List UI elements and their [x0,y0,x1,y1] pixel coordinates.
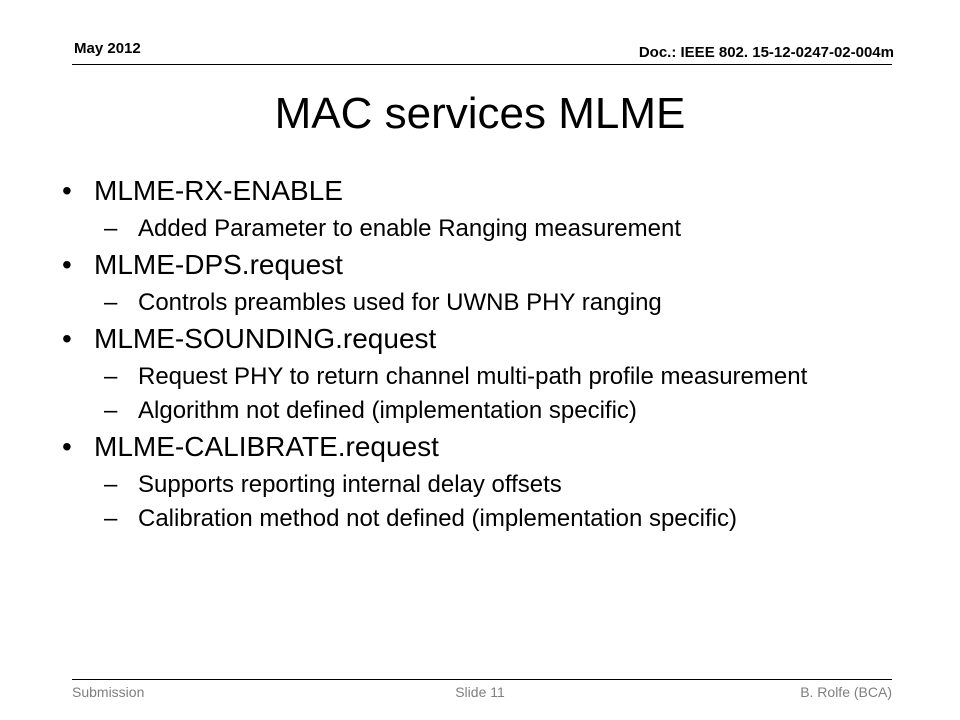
bullet-text: MLME-RX-ENABLE [94,175,343,206]
header-divider [72,64,892,65]
dash-icon: – [104,505,118,532]
dash-icon: – [104,215,118,242]
sub-bullet-item [56,290,906,316]
sub-bullet-text: Supports reporting internal delay offsets [138,471,562,498]
bullet-item [56,248,906,282]
bullet-text: MLME-SOUNDING.request [94,323,437,354]
footer-submission: Submission [72,684,145,700]
bullet-item [56,430,906,464]
bullet-item [56,174,906,208]
dash-icon: – [104,397,118,424]
bullet-text: MLME-CALIBRATE.request [94,431,439,462]
sub-bullet-text: Added Parameter to enable Ranging measurement [138,215,681,242]
slide-title: MAC services MLME [274,89,686,138]
footer-divider [72,679,892,680]
sub-bullet-item [56,398,906,424]
bullet-text: MLME-DPS.request [94,249,343,280]
bullet-icon: • [62,431,72,462]
bullet-icon: • [62,175,72,206]
slide-body [56,168,906,532]
sub-bullet-text: Algorithm not defined (implementation specific) [138,397,637,424]
sub-bullet-text: Request PHY to return channel multi-path profile measurement [138,363,808,390]
dash-icon: – [104,363,118,390]
dash-icon: – [104,471,118,498]
footer-author: B. Rolfe (BCA) [800,684,892,700]
header-date: May 2012 [74,40,141,57]
slide-number: Slide 11 [455,684,505,700]
bullet-icon: • [62,249,72,280]
document-id: Doc.: IEEE 802. 15-12-0247-02-004m [638,44,894,61]
dash-icon: – [104,289,118,316]
bullet-item [56,322,906,356]
sub-bullet-item [56,472,906,498]
sub-bullet-item [56,364,906,390]
bullet-icon: • [62,323,72,354]
sub-bullet-item [56,506,906,532]
sub-bullet-text: Controls preambles used for UWNB PHY ranging [138,289,662,316]
sub-bullet-item [56,216,906,242]
sub-bullet-text: Calibration method not defined (implementation specific) [138,505,737,532]
